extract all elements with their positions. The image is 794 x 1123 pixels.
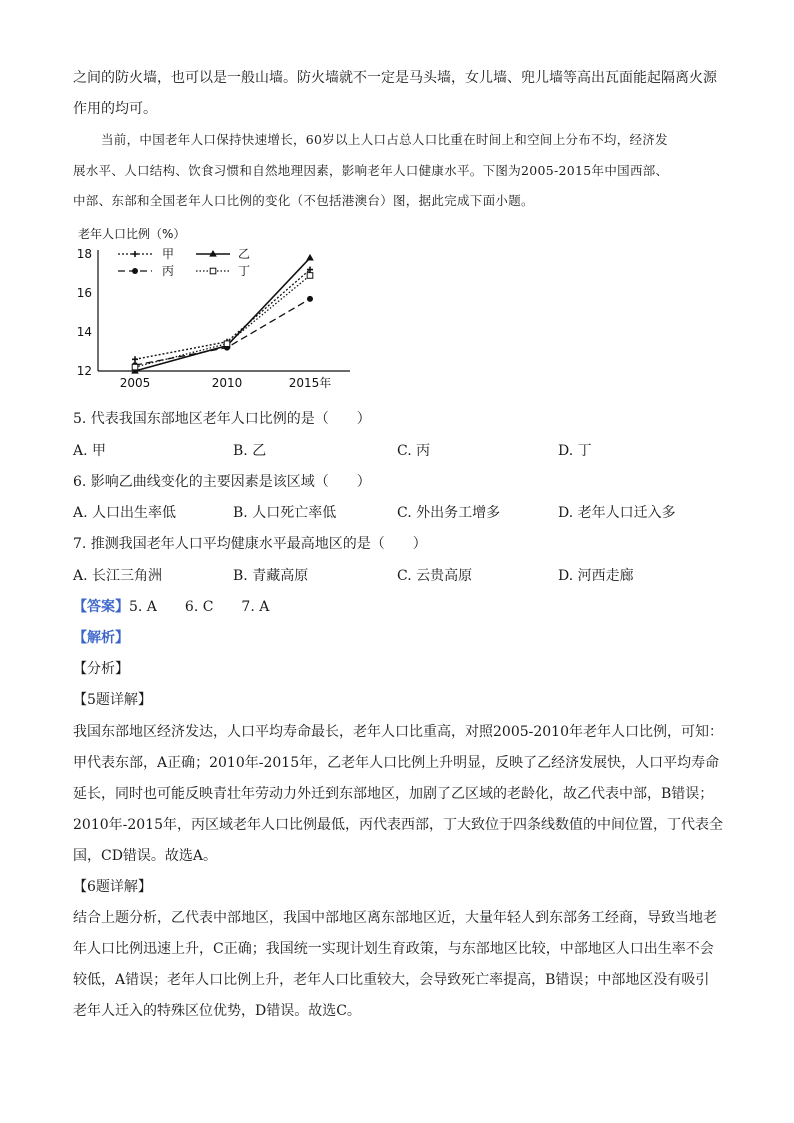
chart-point-series-1: [132, 356, 138, 362]
answer-text: 5. A 6. C 7. A: [129, 599, 270, 615]
q6-detail-line: 较低，A错误；老年人口比例上升，老年人口比重较大，会导致死亡率提高，B错误；中部地区没有吸引: [73, 972, 710, 988]
question-6-stem: 6. 影响乙曲线变化的主要因素是该区域（ ）: [73, 474, 371, 490]
q5-option-b[interactable]: B. 乙: [233, 443, 267, 459]
chart-y-tick-label: 16: [76, 286, 92, 300]
chart-point-series-4: [224, 341, 230, 347]
answer-tag: 【答案】: [73, 599, 129, 615]
chart-point-series-4: [307, 273, 313, 279]
text-line: 展水平、人口结构、饮食习惯和自然地理因素，影响老年人口健康水平。下图为2005-2015年中国西部、: [73, 163, 669, 178]
elderly-population-line-chart: [70, 222, 360, 394]
chart-point-series-2: [306, 254, 314, 261]
q7-option-a[interactable]: A. 长江三角洲: [73, 568, 163, 584]
q7-option-c[interactable]: C. 云贵高原: [397, 568, 473, 584]
q7-option-d[interactable]: D. 河西走廊: [558, 568, 634, 584]
question-7-stem: 7. 推测我国老年人口平均健康水平最高地区的是（ ）: [73, 536, 427, 552]
chart-y-tick-label: 14: [76, 325, 92, 339]
chart-y-tick-label: 12: [76, 364, 92, 378]
legend-label-2: 乙: [238, 247, 251, 261]
text-line: 作用的均可。: [73, 101, 157, 117]
q6-detail-tag: 【6题详解】: [73, 879, 152, 895]
text-line: 之间的防火墙，也可以是一般山墙。防火墙就不一定是马头墙，女儿墙、兜儿墙等高出瓦面能起隔离火源: [73, 70, 717, 86]
chart-x-tick-label: 2015年: [288, 376, 332, 390]
q6-detail-line: 年人口比例迅速上升，C正确；我国统一实现计划生育政策，与东部地区比较，中部地区人口出生率不会: [73, 941, 714, 957]
chart-x-tick-label: 2005: [119, 376, 151, 390]
chart-point-series-3: [307, 296, 313, 302]
fenxi-tag: 【分析】: [73, 661, 129, 677]
q6-detail-line: 结合上题分析，乙代表中部地区，我国中部地区离东部地区近，大量年轻人到东部务工经商，导致当地老: [73, 910, 717, 926]
legend-marker-1: [132, 251, 138, 257]
q6-option-d[interactable]: D. 老年人口迁入多: [558, 505, 676, 521]
chart-series-line-4: [135, 275, 310, 367]
text-line: 中部、东部和全国老年人口比例的变化（不包括港澳台）图，据此完成下面小题。: [73, 193, 534, 208]
q6-detail-line: 老年人迁入的特殊区位优势，D错误。故选C。: [73, 1003, 361, 1019]
q6-option-b[interactable]: B. 人口死亡率低: [233, 505, 337, 521]
legend-marker-4: [210, 268, 216, 274]
legend-label-1: 甲: [162, 247, 175, 261]
q5-option-a[interactable]: A. 甲: [73, 443, 107, 459]
answer-row: [73, 597, 269, 617]
q5-detail-tag: 【5题详解】: [73, 692, 152, 708]
text-line: 当前，中国老年人口保持快速增长，60岁以上人口占总人口比重在时间上和空间上分布不均，经济发: [101, 132, 668, 147]
q5-detail-line: 甲代表东部，A正确；2010年-2015年，乙老年人口比例上升明显，反映了乙经济发展快，人口平均寿命: [73, 755, 720, 771]
q7-option-b[interactable]: B. 青藏高原: [233, 568, 309, 584]
q5-option-c[interactable]: C. 丙: [397, 443, 431, 459]
chart-y-tick-label: 18: [76, 247, 92, 261]
q6-option-c[interactable]: C. 外出务工增多: [397, 505, 501, 521]
q5-option-d[interactable]: D. 丁: [558, 443, 592, 459]
legend-label-4: 丁: [238, 264, 251, 278]
q5-detail-line: 国，CD错误。故选A。: [73, 848, 218, 864]
q5-detail-line: 2010年-2015年，丙区域老年人口比例最低，丙代表西部，丁大致位于四条线数值的中间位置，丁代表全: [73, 817, 723, 833]
chart-point-series-4: [132, 364, 138, 370]
chart-ylabel: 老年人口比例（%）: [78, 227, 186, 241]
q6-option-a[interactable]: A. 人口出生率低: [73, 505, 177, 521]
chart-x-tick-label: 2010: [211, 376, 243, 390]
analysis-tag: 【解析】: [73, 630, 129, 646]
question-5-stem: 5. 代表我国东部地区老年人口比例的是（ ）: [73, 411, 371, 427]
q5-detail-line: 延长，同时也可能反映青壮年劳动力外迁到东部地区，加剧了乙区域的老龄化，故乙代表中部，B错误；: [73, 786, 714, 802]
legend-marker-3: [132, 268, 138, 274]
chart-series-line-3: [135, 299, 310, 365]
q5-detail-line: 我国东部地区经济发达，人口平均寿命最长，老年人口比重高，对照2005-2010年老年人口比例，可知：: [73, 724, 723, 740]
legend-label-3: 丙: [162, 264, 175, 278]
